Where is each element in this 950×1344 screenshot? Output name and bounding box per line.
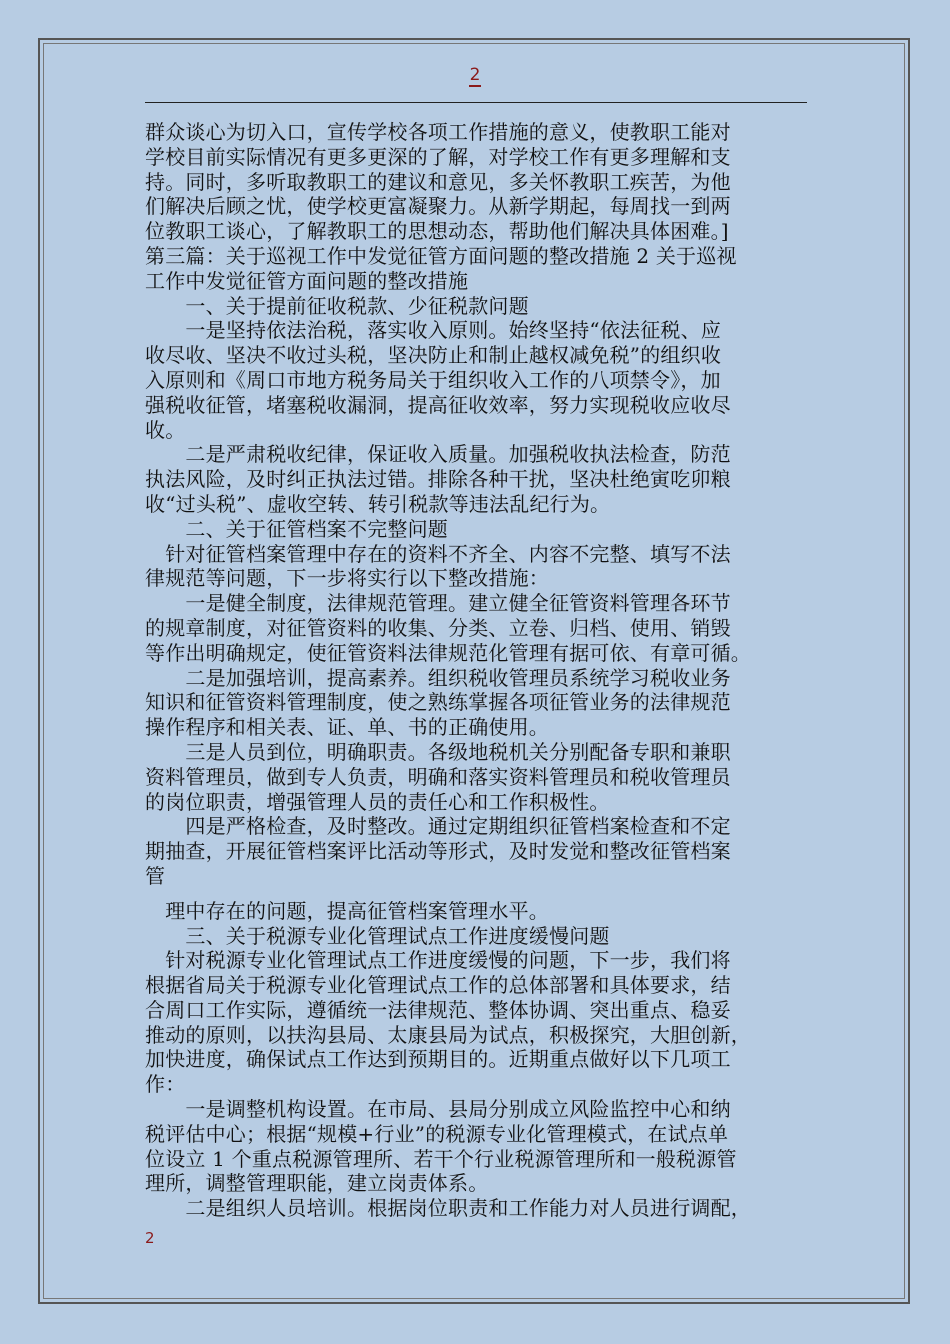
body-line: 收尽收、坚决不收过头税，坚决防止和制止越权减免税”的组织收 <box>145 343 722 368</box>
body-line: 的规章制度，对征管资料的收集、分类、立卷、归档、使用、销毁 <box>145 615 731 640</box>
body-line: 合周口工作实际，遵循统一法律规范、整体协调、突出重点、稳妥 <box>145 997 731 1022</box>
header-rule <box>145 102 807 103</box>
body-line: 税评估中心；根据“规模+行业”的税源专业化管理模式，在试点单 <box>145 1121 729 1146</box>
body-line: 理中存在的问题，提高征管档案管理水平。 <box>145 898 549 923</box>
body-line: 根据省局关于税源专业化管理试点工作的总体部署和具体要求，结 <box>145 973 731 998</box>
body-line: 二、关于征管档案不完整问题 <box>145 516 448 541</box>
paragraph-gap <box>145 889 817 899</box>
body-line: 针对征管档案管理中存在的资料不齐全、内容不完整、填写不法 <box>145 541 731 566</box>
body-line: 工作中发觉征管方面问题的整改措施 <box>145 268 469 293</box>
body-line: 作： <box>145 1072 186 1097</box>
body-line: 位教职工谈心，了解教职工的思想动态，帮助他们解决具体困难。] <box>145 219 729 244</box>
document-body <box>145 120 817 1221</box>
body-line: 针对税源专业化管理试点工作进度缓慢的问题，下一步，我们将 <box>145 948 731 973</box>
body-line: 们解决后顾之忧，使学校更富凝聚力。从新学期起，每周找一到两 <box>145 194 731 219</box>
body-line: 一是坚持依法治税，落实收入原则。始终坚持“依法征税、应 <box>145 318 722 343</box>
body-line: 入原则和《周口市地方税务局关于组织收入工作的八项禁令》，加 <box>145 367 721 392</box>
body-line: 群众谈心为切入口，宣传学校各项工作措施的意义，使教职工能对 <box>145 120 731 144</box>
body-line: 学校目前实际情况有更多更深的了解，对学校工作有更多理解和支 <box>145 144 731 169</box>
body-line: 持。同时，多听取教职工的建议和意见，多关怀教职工疾苦，为他 <box>145 169 731 194</box>
body-line: 第三篇：关于巡视工作中发觉征管方面问题的整改措施 2 关于巡视 <box>145 243 737 268</box>
body-line: 操作程序和相关表、证、单、书的正确使用。 <box>145 715 549 740</box>
body-line: 等作出明确规定，使征管资料法律规范化管理有据可依、有章可循。 <box>145 640 751 665</box>
header-page-number-text: 2 <box>469 65 481 85</box>
body-line: 一是健全制度，法律规范管理。建立健全征管资料管理各环节 <box>145 591 731 616</box>
body-line: 二是加强培训，提高素养。组织税收管理员系统学习税收业务 <box>145 665 731 690</box>
body-line: 加快进度，确保试点工作达到预期目的。近期重点做好以下几项工 <box>145 1047 731 1072</box>
body-line: 三是人员到位，明确职责。各级地税机关分别配备专职和兼职 <box>145 739 731 764</box>
body-line: 的岗位职责，增强管理人员的责任心和工作积极性。 <box>145 789 610 814</box>
body-line: 一、关于提前征收税款、少征税款问题 <box>145 293 529 318</box>
footer-page-number: 2 <box>145 1229 155 1247</box>
body-line: 管 <box>145 863 166 888</box>
body-line: 三、关于税源专业化管理试点工作进度缓慢问题 <box>145 923 610 948</box>
body-line: 收“过头税”、虚收空转、转引税款等违法乱纪行为。 <box>145 491 611 516</box>
body-line: 推动的原则，以扶沟县局、太康县局为试点，积极探究，大胆创新， <box>145 1022 751 1047</box>
body-line: 理所，调整管理职能，建立岗责体系。 <box>145 1171 489 1196</box>
body-line: 二是严肃税收纪律，保证收入质量。加强税收执法检查，防范 <box>145 442 731 467</box>
body-line: 二是组织人员培训。根据岗位职责和工作能力对人员进行调配， <box>145 1196 751 1221</box>
body-line: 收。 <box>145 417 186 442</box>
body-line: 执法风险，及时纠正执法过错。排除各种干扰，坚决杜绝寅吃卯粮 <box>145 467 731 492</box>
body-line: 知识和征管资料管理制度，使之熟练掌握各项征管业务的法律规范 <box>145 690 731 715</box>
body-line: 律规范等问题，下一步将实行以下整改措施： <box>145 566 549 591</box>
body-line: 位设立 1 个重点税源管理所、若干个行业税源管理所和一般税源管 <box>145 1146 737 1171</box>
body-line: 期抽查，开展征管档案评比活动等形式，及时发觉和整改征管档案 <box>145 839 731 864</box>
header-page-number <box>0 64 950 86</box>
body-line: 资料管理员，做到专人负责，明确和落实资料管理员和税收管理员 <box>145 764 731 789</box>
body-line: 四是严格检查，及时整改。通过定期组织征管档案检查和不定 <box>145 814 731 839</box>
body-line: 强税收征管，堵塞税收漏洞，提高征收效率，努力实现税收应收尽 <box>145 392 731 417</box>
body-line: 一是调整机构设置。在市局、县局分别成立风险监控中心和纳 <box>145 1097 731 1122</box>
